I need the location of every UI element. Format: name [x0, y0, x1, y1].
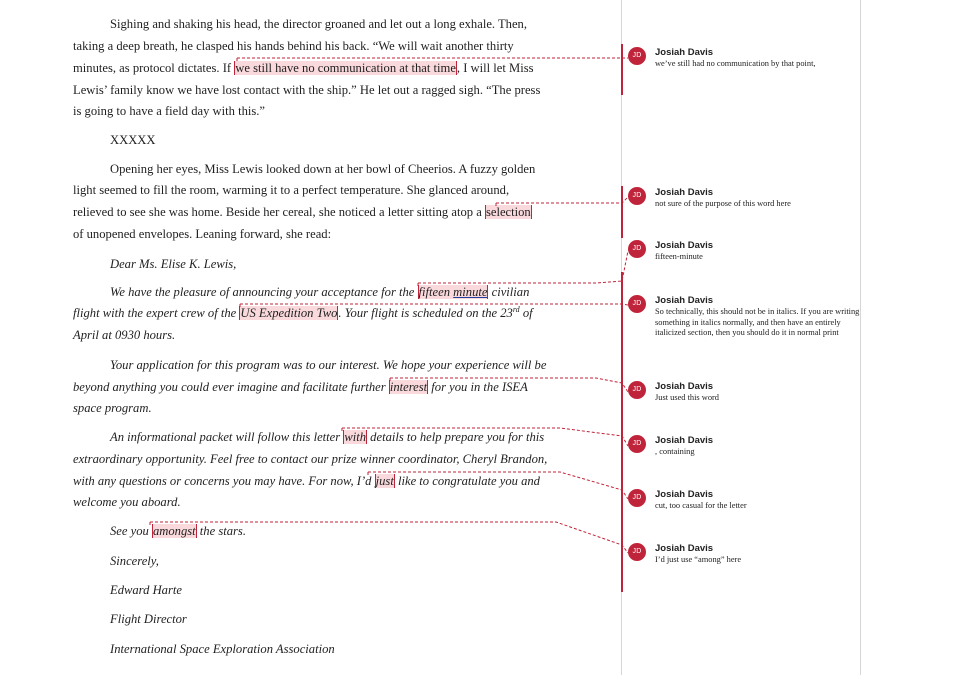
comment-text: , containing: [655, 447, 695, 456]
spelling-underline: minute: [453, 285, 488, 299]
comment-author: Josiah Davis: [655, 295, 714, 306]
avatar: JD: [628, 295, 646, 313]
comment-author: Josiah Davis: [655, 435, 714, 446]
comment-text: cut, too casual for the letter: [655, 501, 747, 510]
text-span: , I will let Miss: [456, 61, 534, 75]
text-span: with any questions or concerns you may have. For now, I’d: [73, 474, 375, 488]
comment-author: Josiah Davis: [655, 187, 714, 198]
comment-author: Josiah Davis: [655, 381, 714, 392]
avatar: JD: [628, 47, 646, 65]
comment-anchor-2[interactable]: selection: [485, 205, 531, 219]
text-span: . Your flight is scheduled on the 23: [338, 306, 513, 320]
text-span: civilian: [488, 285, 530, 299]
connector-line: [237, 58, 628, 62]
body-text-line: of unopened envelopes. Leaning forward, she read:: [73, 227, 332, 241]
avatar: JD: [628, 187, 646, 205]
avatar: JD: [628, 543, 646, 561]
superscript: rd: [512, 304, 520, 314]
comment-anchor-4[interactable]: US Expedition Two: [240, 306, 338, 320]
avatar: JD: [628, 489, 646, 507]
letter-line: space program.: [73, 401, 152, 415]
body-text-line: Sighing and shaking his head, the director groaned and let out a long exhale. Then,: [110, 17, 528, 31]
body-text-line: light seemed to fill the room, warming it to a perfect temperature. She glanced around,: [73, 183, 510, 197]
letter-line: Your application for this program was to our interest. We hope your experience will be: [110, 358, 547, 372]
body-text-line: Lewis’ family know we have lost contact with the ship.” He let out a ragged sigh. “The press: [73, 83, 541, 97]
comment-text: Just used this word: [655, 393, 719, 402]
text-span: beyond anything you could ever imagine and facilitate further: [73, 380, 389, 394]
letter-signer-role: Flight Director: [110, 612, 187, 626]
comment-text: I’d just use “among” here: [655, 555, 742, 564]
comment-anchor-7[interactable]: just: [375, 474, 394, 488]
comment-text: not sure of the purpose of this word here: [655, 199, 791, 208]
comment-text: we’ve still had no communication by that point,: [655, 59, 816, 68]
connector-line: [390, 378, 628, 392]
text-span: See you: [110, 524, 152, 538]
text-span: relieved to see she was home. Beside her cereal, she noticed a letter sitting atop a: [73, 205, 485, 219]
avatar: JD: [628, 435, 646, 453]
avatar: JD: [628, 240, 646, 258]
comment-text: So technically, this should not be in italics. If you are writing something in italics normally, and then have an entirely italicized section, then you should do it in normal print: [655, 307, 860, 337]
comment-anchor-6[interactable]: with: [344, 430, 367, 444]
text-span: flight with the expert crew of the: [73, 306, 240, 320]
letter-signer-name: Edward Harte: [110, 583, 182, 597]
body-text-line: is going to have a field day with this.”: [73, 104, 266, 118]
comment-anchor-8[interactable]: amongst: [152, 524, 196, 538]
comment-author: Josiah Davis: [655, 543, 714, 554]
text-span: details to help prepare you for this: [367, 430, 545, 444]
text-span: for you in the ISEA: [428, 380, 528, 394]
letter-line: April at 0930 hours.: [73, 328, 176, 342]
connector-line: [240, 304, 628, 307]
text-span: We have the pleasure of announcing your acceptance for the: [110, 285, 418, 299]
comment-anchor-1[interactable]: we still have no communication at that time: [235, 61, 456, 75]
avatar: JD: [628, 381, 646, 399]
connector-line: [418, 251, 628, 286]
text-span: minutes, as protocol dictates. If: [73, 61, 235, 75]
letter-salutation: Dear Ms. Elise K. Lewis,: [110, 257, 237, 271]
comment-author: Josiah Davis: [655, 47, 714, 58]
letter-line: extraordinary opportunity. Feel free to contact our prize winner coordinator, Cheryl Brandon,: [73, 452, 548, 466]
text-span: like to congratulate you and: [394, 474, 540, 488]
text-span: An informational packet will follow this letter: [110, 430, 344, 444]
comment-anchor-5[interactable]: interest: [389, 380, 428, 394]
connector-line: [150, 522, 628, 553]
letter-line: welcome you aboard.: [73, 495, 181, 509]
comment-author: Josiah Davis: [655, 489, 714, 500]
text-span: the stars.: [196, 524, 246, 538]
body-text-line: taking a deep breath, he clasped his hands behind his back. “We will wait another thirty: [73, 39, 514, 53]
letter-signer-org: International Space Exploration Association: [110, 642, 335, 656]
text-span: fifteen: [418, 285, 454, 299]
scene-separator: XXXXX: [110, 133, 156, 147]
body-text-line: Opening her eyes, Miss Lewis looked down at her bowl of Cheerios. A fuzzy golden: [110, 162, 536, 176]
connector-line: [342, 428, 628, 446]
letter-signoff: Sincerely,: [110, 554, 159, 568]
comment-author: Josiah Davis: [655, 240, 714, 251]
comment-text: fifteen-minute: [655, 252, 703, 261]
connector-line: [368, 472, 628, 499]
connector-line: [496, 197, 628, 206]
text-span: of: [519, 306, 533, 320]
